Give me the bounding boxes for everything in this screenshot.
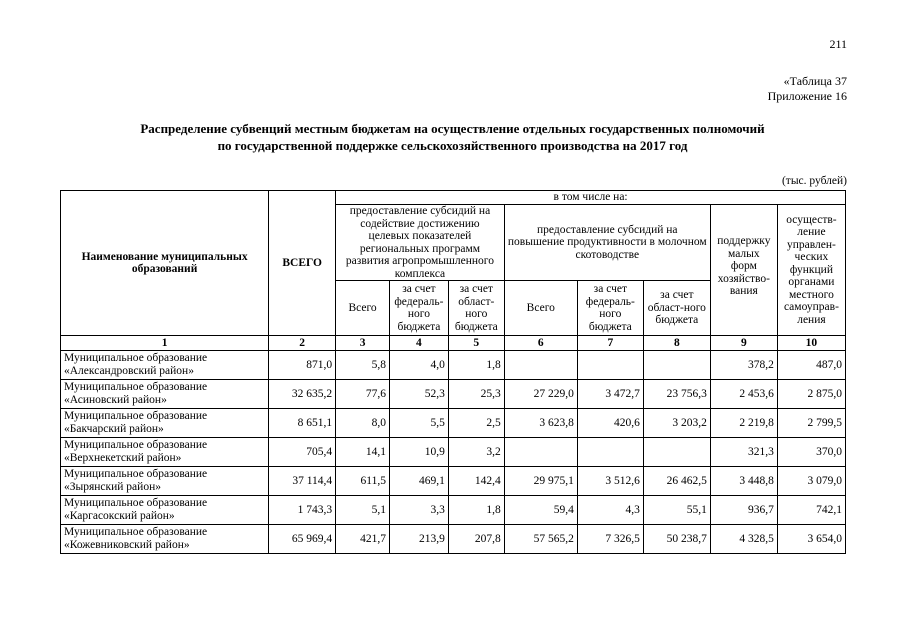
- cell-dairy-total: 29 975,1: [504, 467, 577, 496]
- cell-small-farms: 378,2: [710, 351, 777, 380]
- municipality-name: Муниципальное образование «Александровский район»: [61, 351, 269, 380]
- cell-management: 3 079,0: [777, 467, 845, 496]
- cell-dairy-federal: 4,3: [577, 496, 643, 525]
- header-dairy-total: Всего: [504, 281, 577, 336]
- title-line-1: Распределение субвенций местным бюджетам на осуществление отдельных государственных полномочий: [140, 121, 765, 136]
- document-title: [0, 120, 905, 154]
- cell-dairy-regional: 23 756,3: [643, 380, 710, 409]
- cell-dairy-federal: [577, 438, 643, 467]
- cell-small-farms: 2 219,8: [710, 409, 777, 438]
- table-reference: [768, 74, 847, 104]
- col-num: 2: [269, 336, 336, 351]
- cell-total: 1 743,3: [269, 496, 336, 525]
- cell-agro-regional: 2,5: [448, 409, 504, 438]
- header-dairy-regional: за счет област-ного бюджета: [643, 281, 710, 336]
- table-row: [61, 438, 846, 467]
- cell-agro-federal: 213,9: [389, 525, 448, 554]
- col-num: 8: [643, 336, 710, 351]
- cell-agro-federal: 3,3: [389, 496, 448, 525]
- cell-dairy-regional: 26 462,5: [643, 467, 710, 496]
- cell-dairy-regional: [643, 351, 710, 380]
- cell-total: 871,0: [269, 351, 336, 380]
- cell-agro-federal: 469,1: [389, 467, 448, 496]
- cell-dairy-federal: 3 472,7: [577, 380, 643, 409]
- cell-dairy-regional: [643, 438, 710, 467]
- table-row: [61, 351, 846, 380]
- col-num: 1: [61, 336, 269, 351]
- cell-agro-regional: 142,4: [448, 467, 504, 496]
- cell-agro-total: 77,6: [336, 380, 390, 409]
- cell-management: 2 875,0: [777, 380, 845, 409]
- cell-dairy-federal: [577, 351, 643, 380]
- cell-agro-total: 14,1: [336, 438, 390, 467]
- col-num: 4: [389, 336, 448, 351]
- col-num: 9: [710, 336, 777, 351]
- cell-agro-regional: 1,8: [448, 496, 504, 525]
- cell-management: 2 799,5: [777, 409, 845, 438]
- cell-total: 32 635,2: [269, 380, 336, 409]
- municipality-name: Муниципальное образование «Каргасокский район»: [61, 496, 269, 525]
- cell-small-farms: 3 448,8: [710, 467, 777, 496]
- table-label: «Таблица 37: [783, 74, 847, 88]
- municipality-name: Муниципальное образование «Верхнекетский район»: [61, 438, 269, 467]
- cell-small-farms: 4 328,5: [710, 525, 777, 554]
- cell-small-farms: 936,7: [710, 496, 777, 525]
- municipality-name: Муниципальное образование «Бакчарский район»: [61, 409, 269, 438]
- appendix-label: Приложение 16: [767, 89, 847, 103]
- cell-agro-federal: 5,5: [389, 409, 448, 438]
- col-num: 6: [504, 336, 577, 351]
- cell-agro-regional: 207,8: [448, 525, 504, 554]
- table-row: [61, 525, 846, 554]
- cell-dairy-regional: 50 238,7: [643, 525, 710, 554]
- cell-agro-regional: 1,8: [448, 351, 504, 380]
- subventions-table: [60, 190, 846, 554]
- cell-total: 37 114,4: [269, 467, 336, 496]
- table-row: [61, 380, 846, 409]
- cell-management: 370,0: [777, 438, 845, 467]
- cell-total: 8 651,1: [269, 409, 336, 438]
- cell-small-farms: 2 453,6: [710, 380, 777, 409]
- cell-management: 3 654,0: [777, 525, 845, 554]
- cell-agro-federal: 52,3: [389, 380, 448, 409]
- cell-agro-total: 421,7: [336, 525, 390, 554]
- units-label: (тыс. рублей): [781, 175, 847, 187]
- cell-dairy-total: 59,4: [504, 496, 577, 525]
- cell-dairy-total: 27 229,0: [504, 380, 577, 409]
- col-num: 5: [448, 336, 504, 351]
- cell-dairy-federal: 420,6: [577, 409, 643, 438]
- cell-dairy-total: [504, 438, 577, 467]
- cell-small-farms: 321,3: [710, 438, 777, 467]
- cell-total: 65 969,4: [269, 525, 336, 554]
- cell-management: 742,1: [777, 496, 845, 525]
- cell-dairy-total: 3 623,8: [504, 409, 577, 438]
- cell-management: 487,0: [777, 351, 845, 380]
- table-row: [61, 496, 846, 525]
- municipality-name: Муниципальное образование «Кожевниковский район»: [61, 525, 269, 554]
- header-including: в том числе на:: [336, 191, 846, 205]
- cell-dairy-total: [504, 351, 577, 380]
- cell-dairy-regional: 55,1: [643, 496, 710, 525]
- title-line-2: по государственной поддержке сельскохозяйственного производства на 2017 год: [217, 138, 688, 153]
- cell-agro-total: 5,1: [336, 496, 390, 525]
- col-num: 3: [336, 336, 390, 351]
- header-name: Наименование муниципальных образований: [61, 191, 269, 336]
- cell-total: 705,4: [269, 438, 336, 467]
- col-num: 7: [577, 336, 643, 351]
- municipality-name: Муниципальное образование «Асиновский район»: [61, 380, 269, 409]
- header-group-dairy: предоставление субсидий на повышение продуктивности в молочном скотоводстве: [504, 205, 710, 281]
- table-row: [61, 409, 846, 438]
- col-num: 10: [777, 336, 845, 351]
- cell-agro-federal: 10,9: [389, 438, 448, 467]
- header-management: осуществ-ление управлен-ческих функций органами местного самоуправ-ления: [777, 205, 845, 336]
- cell-agro-total: 8,0: [336, 409, 390, 438]
- header-group-agro: предоставление субсидий на содействие достижению целевых показателей региональных программ развития агропромышленного комплекса: [336, 205, 505, 281]
- cell-agro-total: 611,5: [336, 467, 390, 496]
- header-agro-regional: за счет област-ного бюджета: [448, 281, 504, 336]
- header-total: ВСЕГО: [269, 191, 336, 336]
- header-dairy-federal: за счет федераль-ного бюджета: [577, 281, 643, 336]
- cell-dairy-total: 57 565,2: [504, 525, 577, 554]
- page-number: 211: [829, 37, 847, 51]
- cell-agro-federal: 4,0: [389, 351, 448, 380]
- cell-agro-total: 5,8: [336, 351, 390, 380]
- column-number-row: [61, 336, 846, 351]
- cell-agro-regional: 25,3: [448, 380, 504, 409]
- cell-dairy-regional: 3 203,2: [643, 409, 710, 438]
- header-agro-total: Всего: [336, 281, 390, 336]
- municipality-name: Муниципальное образование «Зырянский район»: [61, 467, 269, 496]
- header-small-farms: поддержку малых форм хозяйство-вания: [710, 205, 777, 336]
- cell-dairy-federal: 3 512,6: [577, 467, 643, 496]
- cell-agro-regional: 3,2: [448, 438, 504, 467]
- table-row: [61, 467, 846, 496]
- header-agro-federal: за счет федераль-ного бюджета: [389, 281, 448, 336]
- cell-dairy-federal: 7 326,5: [577, 525, 643, 554]
